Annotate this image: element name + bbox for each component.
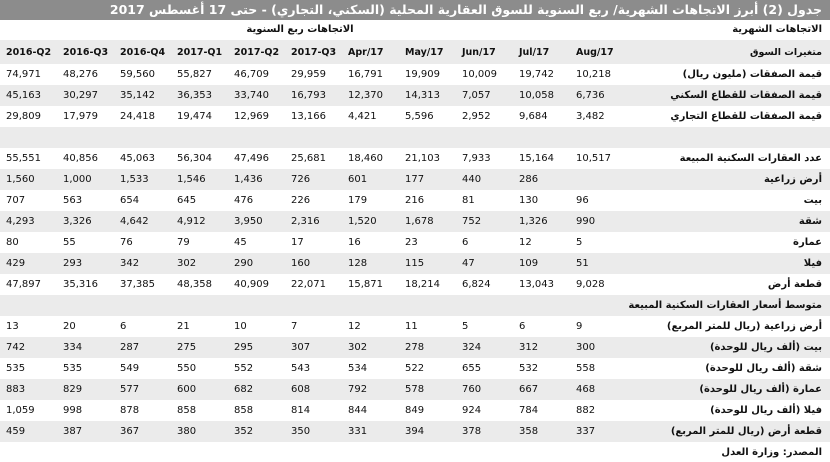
table-cell: 1,059: [6, 405, 35, 416]
monthly-trends-label: الاتجاهات الشهرية: [732, 24, 822, 35]
table-row: [0, 127, 830, 148]
table-cell: 12,370: [342, 85, 399, 106]
table-cell: 10,517: [576, 153, 611, 164]
table-row: [0, 379, 830, 400]
table-cell: 40,856: [63, 153, 98, 164]
table-cell: 18,214: [405, 279, 440, 290]
table-cell: 1,436: [228, 169, 285, 190]
table-cell: 15,871: [348, 279, 383, 290]
table-cell: [171, 127, 228, 148]
table-cell: 96: [576, 195, 589, 206]
table-cell: [285, 127, 342, 148]
table-cell: 563: [63, 195, 83, 206]
table-cell: 1,520: [342, 211, 399, 232]
table-cell: 476: [234, 195, 254, 206]
table-cell: [114, 127, 171, 148]
table-cell: 2,952: [462, 111, 491, 122]
table-cell: [0, 127, 57, 148]
table-cell: 23: [405, 237, 418, 248]
table-cell: 882: [576, 405, 596, 416]
table-cell: [342, 295, 399, 316]
table-cell: 46,709: [234, 69, 269, 80]
table-cell: 1,678: [399, 211, 456, 232]
table-cell: 56,304: [177, 153, 212, 164]
row-label: قيمة الصفقات للقطاع التجاري: [670, 111, 822, 122]
table-cell: [57, 127, 114, 148]
table-cell: 19,474: [177, 111, 212, 122]
row-label: عدد العقارات السكنية المبيعة: [679, 153, 822, 164]
table-cell: 6,824: [462, 279, 491, 290]
row-label: بيت (ألف ريال للوحدة): [627, 337, 830, 358]
table-cell: 667: [513, 379, 570, 400]
table-cell: [456, 127, 513, 148]
table-cell: 10,058: [513, 85, 570, 106]
column-header: May/17: [399, 40, 456, 64]
table-cell: 109: [513, 253, 570, 274]
table-row: [0, 358, 830, 379]
table-cell: 7,933: [462, 153, 491, 164]
table-cell: 858: [234, 405, 254, 416]
table-cell: 608: [285, 379, 342, 400]
table-cell: 47,496: [234, 153, 269, 164]
table-cell: 45: [234, 237, 247, 248]
column-header: 2016-Q3: [57, 40, 114, 64]
row-label: عمارة: [793, 237, 822, 248]
table-cell: [399, 127, 456, 148]
table-cell: 47,897: [6, 279, 41, 290]
table-row: [0, 169, 830, 190]
table-cell: 11: [405, 321, 418, 332]
table-cell: 998: [63, 405, 83, 416]
column-header: Jul/17: [513, 40, 570, 64]
table-cell: 21: [177, 321, 190, 332]
row-header-label: متغيرات السوق: [627, 40, 830, 64]
column-header: 2017-Q1: [171, 40, 228, 64]
column-header: 2016-Q2: [0, 40, 57, 64]
table-cell: 10,009: [462, 69, 497, 80]
table-cell: 9,684: [519, 111, 548, 122]
table-cell: 278: [399, 337, 456, 358]
table-cell: 1,560: [0, 169, 57, 190]
table-cell: 302: [342, 337, 399, 358]
table-cell: 10,218: [576, 69, 611, 80]
table-cell: 844: [348, 405, 368, 416]
table-cell: 51: [570, 253, 627, 274]
table-cell: 13,166: [291, 111, 326, 122]
row-label: قيمة الصفقات (مليون ريال): [682, 69, 822, 80]
table-row: [0, 64, 830, 85]
table-cell: 45,063: [120, 153, 155, 164]
table-cell: 37,385: [120, 279, 155, 290]
table-cell: 74,971: [6, 69, 41, 80]
table-cell: 378: [456, 421, 513, 442]
table-cell: 47: [456, 253, 513, 274]
table-cell: 3,482: [576, 111, 605, 122]
row-label: عمارة (ألف ريال للوحدة): [627, 379, 830, 400]
table-cell: 79: [177, 237, 190, 248]
table-cell: 287: [114, 337, 171, 358]
table-row: [0, 106, 830, 127]
table-cell: 682: [228, 379, 285, 400]
table-row: [0, 400, 830, 421]
table-cell: 76: [120, 237, 133, 248]
column-header: Apr/17: [342, 40, 399, 64]
row-label: قيمة الصفقات للقطاع السكني: [627, 85, 830, 106]
table-cell: 128: [342, 253, 399, 274]
table-cell: 6: [120, 321, 127, 332]
table-cell: 707: [6, 195, 26, 206]
table-cell: 30,297: [57, 85, 114, 106]
table-cell: 55,827: [177, 69, 212, 80]
table-cell: 4,293: [0, 211, 57, 232]
table-cell: 858: [177, 405, 197, 416]
table-cell: 645: [177, 195, 197, 206]
table-cell: 16,793: [285, 85, 342, 106]
table-cell: 352: [228, 421, 285, 442]
table-cell: 814: [291, 405, 311, 416]
table-cell: 543: [291, 363, 311, 374]
table-cell: 4,912: [171, 211, 228, 232]
table-cell: 990: [570, 211, 627, 232]
table-row: [0, 85, 830, 106]
row-label: فيلا: [627, 253, 830, 274]
table-cell: [342, 127, 399, 148]
table-cell: 13: [6, 321, 19, 332]
table-title: جدول (2) أبرز الاتجاهات الشهرية/ ربع السنوية للسوق العقارية المحلية (السكني، التجاري) - حتى 17 أغسطس 2017: [0, 0, 830, 20]
table-cell: [456, 295, 513, 316]
table-cell: 550: [177, 363, 197, 374]
table-cell: [570, 169, 627, 190]
row-label: أرض زراعية (ريال للمتر المربع): [666, 321, 822, 332]
table-cell: 177: [399, 169, 456, 190]
table-row: [0, 148, 830, 169]
table-cell: 9,028: [576, 279, 605, 290]
table-cell: 440: [456, 169, 513, 190]
table-cell: 331: [342, 421, 399, 442]
table-cell: 535: [63, 363, 83, 374]
table-cell: 115: [399, 253, 456, 274]
table-cell: 552: [234, 363, 254, 374]
table-cell: 312: [513, 337, 570, 358]
row-label: بيت: [803, 195, 822, 206]
table-cell: 387: [57, 421, 114, 442]
table-cell: [570, 127, 627, 148]
table-cell: 5: [576, 237, 583, 248]
table-cell: 3,326: [57, 211, 114, 232]
table-cell: 33,740: [228, 85, 285, 106]
table-cell: [114, 295, 171, 316]
row-label: قطعة أرض (ريال للمتر المربع): [627, 421, 830, 442]
table-cell: 48,276: [63, 69, 98, 80]
table-cell: 81: [462, 195, 475, 206]
table-cell: 45,163: [0, 85, 57, 106]
table-cell: 1,533: [114, 169, 171, 190]
table-cell: 21,103: [405, 153, 440, 164]
table-cell: 6,736: [570, 85, 627, 106]
quarterly-trends-label: الاتجاهات ربع السنوية: [246, 24, 354, 35]
table-cell: 654: [120, 195, 140, 206]
table-cell: 59,560: [120, 69, 155, 80]
table-cell: 6: [519, 321, 526, 332]
column-header: 2016-Q4: [114, 40, 171, 64]
table-cell: 19,909: [405, 69, 440, 80]
table-cell: 459: [0, 421, 57, 442]
table-cell: 7: [291, 321, 298, 332]
row-label: قطعة أرض: [767, 279, 822, 290]
table-cell: 36,353: [171, 85, 228, 106]
table-cell: 350: [285, 421, 342, 442]
table-cell: 600: [171, 379, 228, 400]
column-header-row: [0, 40, 830, 64]
table-cell: 4,642: [114, 211, 171, 232]
table-cell: 22,071: [291, 279, 326, 290]
table-cell: 394: [399, 421, 456, 442]
table-cell: 48,358: [177, 279, 212, 290]
table-cell: 179: [348, 195, 368, 206]
table-cell: 4,421: [348, 111, 377, 122]
table-row: [0, 421, 830, 442]
table-body: [0, 40, 830, 442]
table-cell: 13,043: [519, 279, 554, 290]
table-cell: 300: [570, 337, 627, 358]
table-cell: 16,791: [348, 69, 383, 80]
table-cell: 784: [519, 405, 539, 416]
table-cell: 924: [462, 405, 482, 416]
table-cell: 2,316: [285, 211, 342, 232]
table-cell: 14,313: [399, 85, 456, 106]
table-cell: [171, 295, 228, 316]
table-cell: 324: [456, 337, 513, 358]
table-row: [0, 274, 830, 295]
table-cell: 367: [114, 421, 171, 442]
table-cell: 849: [405, 405, 425, 416]
table-cell: 522: [405, 363, 425, 374]
table-row: [0, 232, 830, 253]
table-cell: 5,596: [405, 111, 434, 122]
table-cell: 549: [120, 363, 140, 374]
table-cell: 216: [405, 195, 425, 206]
table-cell: 226: [291, 195, 311, 206]
table-cell: 337: [570, 421, 627, 442]
table-cell: 20: [63, 321, 76, 332]
table-cell: 535: [6, 363, 26, 374]
table-cell: 468: [570, 379, 627, 400]
table-cell: [399, 295, 456, 316]
table-row: [0, 337, 830, 358]
table-cell: 601: [342, 169, 399, 190]
table-cell: 9: [576, 321, 583, 332]
table-cell: 80: [6, 237, 19, 248]
table-cell: 752: [456, 211, 513, 232]
table-cell: 17: [291, 237, 304, 248]
table-cell: [285, 295, 342, 316]
table-cell: 358: [513, 421, 570, 442]
table-cell: 12: [348, 321, 361, 332]
market-trends-table: [0, 40, 830, 442]
table-cell: 342: [114, 253, 171, 274]
table-cell: [228, 295, 285, 316]
table-cell: 12,969: [234, 111, 269, 122]
table-cell: 534: [348, 363, 368, 374]
row-label: فيلا (ألف ريال للوحدة): [710, 405, 822, 416]
column-header: Jun/17: [456, 40, 513, 64]
table-row: [0, 295, 830, 316]
table-row: [0, 316, 830, 337]
table-cell: 380: [171, 421, 228, 442]
table-cell: 1,326: [513, 211, 570, 232]
column-header: Aug/17: [570, 40, 627, 64]
table-cell: [0, 295, 57, 316]
table-cell: 5: [462, 321, 469, 332]
table-cell: 35,316: [63, 279, 98, 290]
table-cell: 290: [228, 253, 285, 274]
table-cell: 40,909: [234, 279, 269, 290]
table-cell: 16: [348, 237, 361, 248]
table-cell: 760: [456, 379, 513, 400]
table-cell: 160: [285, 253, 342, 274]
row-label: أرض زراعية: [627, 169, 830, 190]
column-header: 2017-Q2: [228, 40, 285, 64]
table-cell: 130: [519, 195, 539, 206]
table-row: [0, 211, 830, 232]
table-cell: 1,000: [57, 169, 114, 190]
table-cell: 25,681: [291, 153, 326, 164]
table-row: [0, 253, 830, 274]
table-cell: 19,742: [519, 69, 554, 80]
table-cell: 878: [120, 405, 140, 416]
table-cell: 17,979: [63, 111, 98, 122]
table-cell: 6: [462, 237, 469, 248]
row-label: [627, 127, 830, 148]
table-cell: 558: [576, 363, 596, 374]
table-cell: [57, 295, 114, 316]
row-label: شقة: [627, 211, 830, 232]
table-cell: 24,418: [120, 111, 155, 122]
table-cell: [570, 295, 627, 316]
table-row: [0, 190, 830, 211]
table-cell: 334: [57, 337, 114, 358]
table-cell: 29,959: [291, 69, 326, 80]
table-cell: 726: [285, 169, 342, 190]
table-cell: 429: [0, 253, 57, 274]
table-cell: 15,164: [519, 153, 554, 164]
table-cell: 55,551: [6, 153, 41, 164]
table-cell: 55: [63, 237, 76, 248]
table-cell: [513, 127, 570, 148]
table-cell: 275: [171, 337, 228, 358]
table-cell: 295: [228, 337, 285, 358]
table-cell: 1,546: [171, 169, 228, 190]
table-cell: 286: [513, 169, 570, 190]
table-cell: 302: [171, 253, 228, 274]
table-cell: 883: [0, 379, 57, 400]
table-cell: [513, 295, 570, 316]
table-cell: 532: [519, 363, 539, 374]
table-cell: 577: [114, 379, 171, 400]
row-label: شقة (ألف ريال للوحدة): [705, 363, 822, 374]
table-cell: 742: [0, 337, 57, 358]
table-cell: 12: [519, 237, 532, 248]
table-cell: 293: [57, 253, 114, 274]
table-cell: 35,142: [114, 85, 171, 106]
table-cell: [228, 127, 285, 148]
row-label: متوسط أسعار العقارات السكنية المبيعة: [627, 295, 830, 316]
table-cell: 655: [462, 363, 482, 374]
table-cell: 829: [57, 379, 114, 400]
table-cell: 3,950: [228, 211, 285, 232]
table-cell: 29,809: [6, 111, 41, 122]
table-cell: 578: [399, 379, 456, 400]
column-header: 2017-Q3: [285, 40, 342, 64]
table-cell: 18,460: [348, 153, 383, 164]
table-cell: 10: [234, 321, 247, 332]
table-cell: 307: [285, 337, 342, 358]
source-note: المصدر: وزارة العدل: [721, 447, 822, 458]
table-cell: 792: [342, 379, 399, 400]
table-cell: 7,057: [456, 85, 513, 106]
